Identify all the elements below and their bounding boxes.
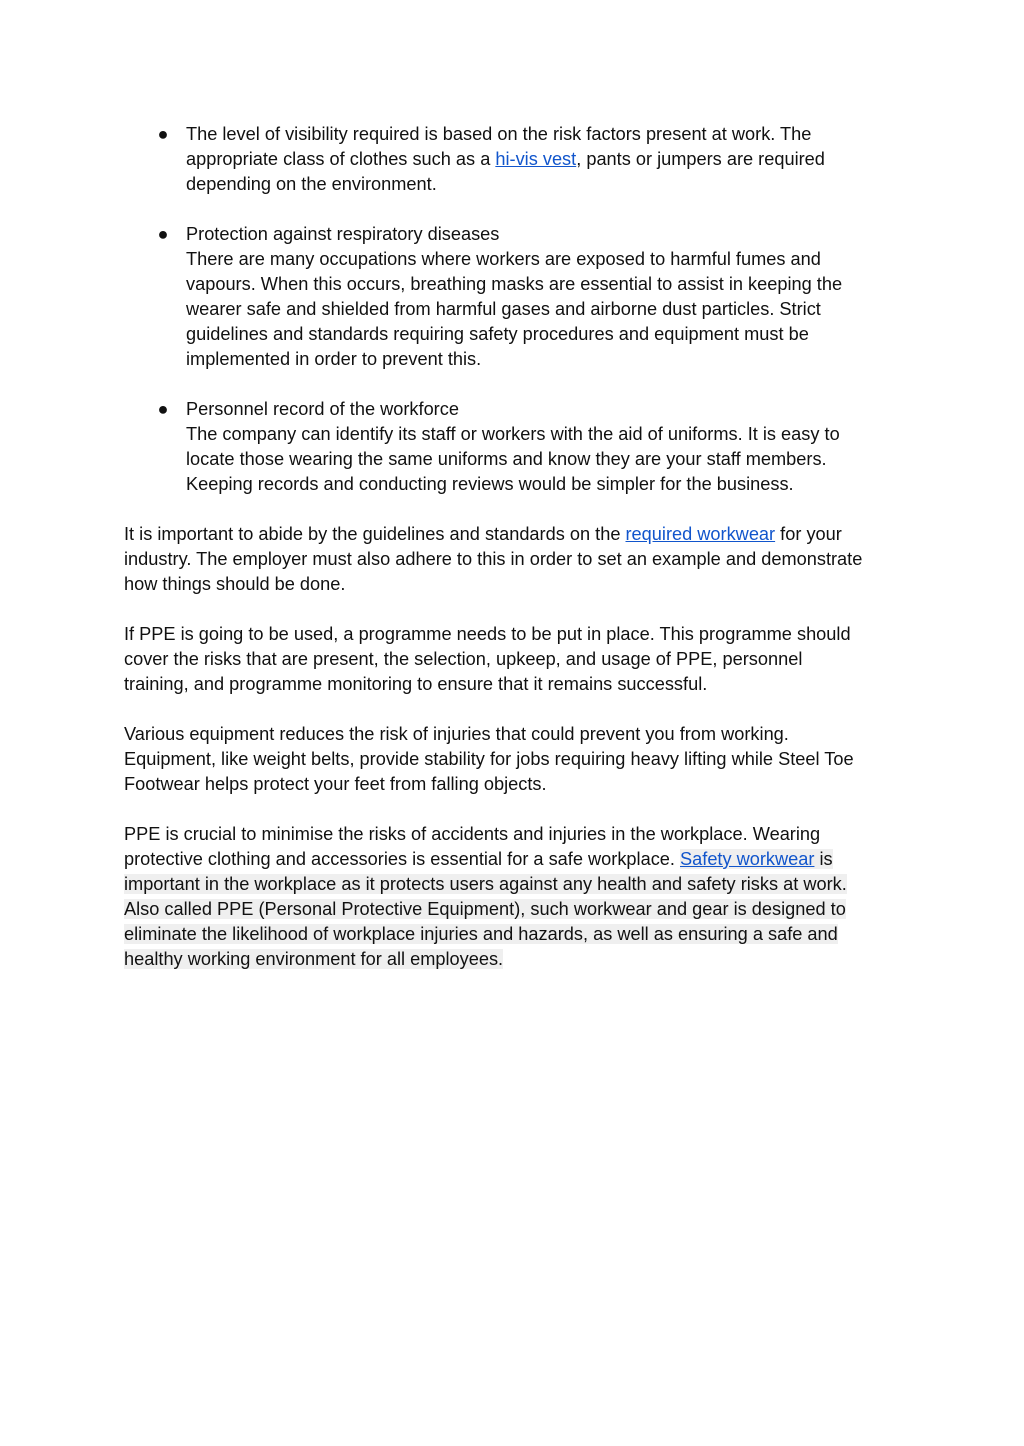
list-item-text: depending on the environment.	[186, 174, 437, 194]
text-segment: protective clothing and accessories is essential for a safe workplace.	[124, 849, 681, 869]
text-segment: for your	[775, 524, 842, 544]
paragraph-line	[124, 922, 899, 947]
highlighted-segment: Also called PPE (Personal Protective Equipment), such workwear and gear is designed to	[124, 899, 846, 919]
paragraph-line: If PPE is going to be used, a programme needs to be put in place. This programme should	[124, 624, 851, 644]
list-item-text: wearer safe and shielded from harmful gases and airborne dust particles. Strict	[186, 299, 821, 319]
paragraph-line: how things should be done.	[124, 574, 346, 594]
paragraph-line: Footwear helps protect your feet from falling objects.	[124, 774, 547, 794]
text-segment: It is important to abide by the guidelines and standards on the	[124, 524, 626, 544]
bullet-list	[124, 122, 899, 497]
highlighted-segment: healthy working environment for all employees.	[124, 949, 504, 969]
document-body	[124, 122, 899, 997]
paragraph-ppe-programme	[124, 622, 899, 697]
paragraph-line: cover the risks that are present, the selection, upkeep, and usage of PPE, personnel	[124, 649, 803, 669]
paragraph-line: training, and programme monitoring to ensure that it remains successful.	[124, 674, 708, 694]
highlighted-segment	[680, 849, 833, 869]
list-item-text: The company can identify its staff or workers with the aid of uniforms. It is easy to	[186, 424, 840, 444]
list-item	[124, 397, 899, 497]
list-item-text: There are many occupations where workers are exposed to harmful fumes and	[186, 249, 821, 269]
list-item-text: Keeping records and conducting reviews would be simpler for the business.	[186, 474, 794, 494]
paragraph-line	[124, 897, 899, 922]
bullet-icon: ●	[157, 224, 169, 244]
paragraph-line	[124, 522, 899, 547]
paragraph-line	[124, 947, 899, 972]
paragraph-line	[124, 872, 899, 897]
bullet-icon: ●	[157, 124, 169, 144]
list-item-text: vapours. When this occurs, breathing masks are essential to assist in keeping the	[186, 274, 843, 294]
text-segment: appropriate class of clothes such as a	[186, 149, 496, 169]
list-item-heading: Protection against respiratory diseases	[186, 224, 500, 244]
list-item-text: guidelines and standards requiring safety procedures and equipment must be	[186, 324, 809, 344]
list-item-heading: Personnel record of the workforce	[186, 399, 459, 419]
highlighted-segment: important in the workplace as it protects users against any health and safety risks at work.	[124, 874, 847, 894]
highlighted-segment: eliminate the likelihood of workplace injuries and hazards, as well as ensuring a safe and	[124, 924, 838, 944]
paragraph-equipment	[124, 722, 899, 797]
list-item-text	[186, 147, 899, 172]
paragraph-line: Equipment, like weight belts, provide stability for jobs requiring heavy lifting while Steel Toe	[124, 749, 854, 769]
paragraph-line: Various equipment reduces the risk of injuries that could prevent you from working.	[124, 724, 789, 744]
text-segment: , pants or jumpers are required	[576, 149, 825, 169]
bullet-icon: ●	[157, 399, 169, 419]
list-item-text: implemented in order to prevent this.	[186, 349, 482, 369]
list-item	[124, 122, 899, 197]
paragraph-required-workwear	[124, 522, 899, 597]
paragraph-line: industry. The employer must also adhere to this in order to set an example and demonstrate	[124, 549, 863, 569]
paragraph-line	[124, 847, 899, 872]
list-item-text: The level of visibility required is based on the risk factors present at work. The	[186, 124, 812, 144]
text-segment: is	[814, 849, 833, 869]
list-item	[124, 222, 899, 372]
safety-workwear-link[interactable]: Safety workwear	[680, 849, 815, 869]
paragraph-ppe-crucial	[124, 822, 899, 972]
paragraph-line: PPE is crucial to minimise the risks of accidents and injuries in the workplace. Wearing	[124, 824, 821, 844]
list-item-text: locate those wearing the same uniforms and know they are your staff members.	[186, 449, 827, 469]
required-workwear-link[interactable]: required workwear	[625, 524, 776, 544]
hi-vis-vest-link[interactable]: hi-vis vest	[495, 149, 577, 169]
